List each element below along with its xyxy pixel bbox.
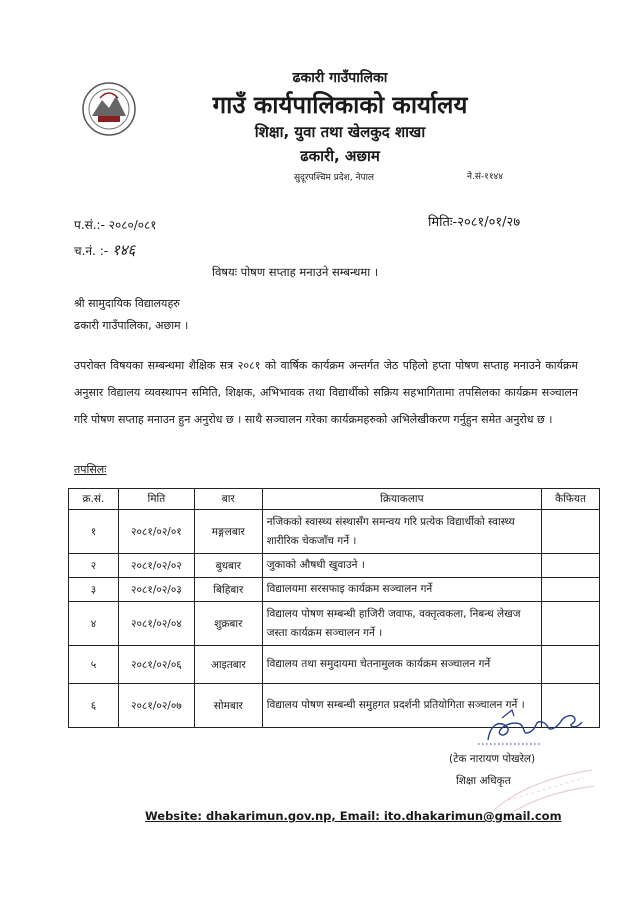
registration-number: ने.सं-११४४ bbox=[467, 172, 503, 182]
signer-name: (टेक नारायण पोखरेल) bbox=[449, 753, 536, 765]
addressee-line-2: ढकारी गाउँपालिका, अछाम । bbox=[74, 319, 189, 332]
cell-activity: विद्यालय पोषण सम्बन्धी हाजिरी जवाफ, वक्तृत्वकला, निबन्ध लेखज जस्ता कार्यक्रम सञ्चालन गर्ने । bbox=[262, 602, 541, 646]
cell-activity: विद्यालयमा सरसफाइ कार्यक्रम सञ्चालन गर्ने bbox=[262, 578, 541, 602]
header-sn: क्र.सं. bbox=[69, 489, 119, 510]
header-activity: क्रियाकलाप bbox=[262, 489, 541, 510]
header-remarks: कैफियत bbox=[542, 489, 600, 510]
cell-sn: ३ bbox=[69, 578, 119, 602]
cell-date: २०८१/०२/०६ bbox=[118, 646, 194, 684]
cell-remarks bbox=[542, 578, 600, 602]
table-row bbox=[69, 602, 600, 646]
cell-sn: २ bbox=[69, 554, 119, 578]
header-date: मिति bbox=[118, 489, 194, 510]
dispatch-number bbox=[74, 240, 135, 260]
header-day: बार bbox=[194, 489, 262, 510]
signature bbox=[476, 700, 586, 748]
cell-sn: १ bbox=[69, 510, 119, 554]
branch-name: शिक्षा, युवा तथा खेलकुद शाखा bbox=[254, 123, 426, 141]
cell-activity: नजिकको स्वास्थ्य संस्थासँग समन्वय गरि प्रत्येक विद्यार्थीको स्वास्थ्य शारीरिक चेकजाँच गर्ने । bbox=[262, 510, 541, 554]
office-location: ढकारी, अछाम bbox=[300, 147, 380, 165]
cell-remarks bbox=[542, 646, 600, 684]
office-name: गाउँ कार्यपालिकाको कार्यालय bbox=[212, 91, 468, 119]
schedule-table bbox=[68, 488, 600, 728]
details-label: तपसिलः bbox=[74, 463, 107, 476]
cell-day: बुधबार bbox=[194, 554, 262, 578]
reference-number: प.सं.:- २०८०/०८१ bbox=[74, 218, 157, 232]
cell-day: सोमबार bbox=[194, 684, 262, 728]
cell-sn: ६ bbox=[69, 684, 119, 728]
cell-sn: ४ bbox=[69, 602, 119, 646]
province-label: सुदूरपश्चिम प्रदेश, नेपाल bbox=[293, 173, 375, 183]
table-header-row bbox=[69, 489, 600, 510]
cell-date: २०८१/०२/०४ bbox=[118, 602, 194, 646]
letter-date: मितिः-२०८१/०१/२७ bbox=[428, 215, 521, 230]
dispatch-prefix: च.नं. :- bbox=[74, 244, 109, 258]
cell-day: आइतबार bbox=[194, 646, 262, 684]
letter-body: उपरोक्त विषयका सम्बन्धमा शैक्षिक सत्र २०८१ को वार्षिक कार्यक्रम अन्तर्गत जेठ पहिलो हप्ता पोषण सप्ताह मनाउने कार्यक्रम अनुसार विद्यालय व्यवस्थापन समिति, शिक्षक, अभिभावक तथा विद्यार्थीको सक्रिय सहभागितामा तपसिलका कार्यक्रम सञ्चालन गरि पोषण सप्ताह मनाउन हुन अनुरोध छ । साथै सञ्चालन गरेका कार्यक्रमहरुको अभिलेखीकरण गर्नुहुन समेत अनुरोध छ । bbox=[74, 359, 578, 426]
cell-day: मङ्गलबार bbox=[194, 510, 262, 554]
cell-date: २०८१/०२/०७ bbox=[118, 684, 194, 728]
cell-activity: विद्यालय तथा समुदायमा चेतनामुलक कार्यक्रम सञ्चालन गर्ने bbox=[262, 646, 541, 684]
dispatch-value: १४६ bbox=[111, 241, 136, 259]
cell-day: बिहिबार bbox=[194, 578, 262, 602]
cell-remarks bbox=[542, 554, 600, 578]
cell-sn: ५ bbox=[69, 646, 119, 684]
table-row bbox=[69, 646, 600, 684]
cell-remarks bbox=[542, 602, 600, 646]
cell-date: २०८१/०२/०२ bbox=[118, 554, 194, 578]
table-row bbox=[69, 578, 600, 602]
cell-remarks bbox=[542, 510, 600, 554]
municipality-name: ढकारी गाउँपालिका bbox=[292, 70, 388, 86]
cell-activity: जुकाको औषधी खुवाउने । bbox=[262, 554, 541, 578]
table-row bbox=[69, 554, 600, 578]
cell-date: २०८१/०२/०३ bbox=[118, 578, 194, 602]
cell-date: २०८१/०२/०१ bbox=[118, 510, 194, 554]
signer-title: शिक्षा अधिकृत bbox=[456, 775, 511, 787]
addressee-line-1: श्री सामुदायिक विद्यालयहरु bbox=[74, 297, 180, 310]
letter-subject: विषयः पोषण सप्ताह मनाउने सम्बन्धमा । bbox=[212, 265, 379, 279]
footer-contact: Website: dhakarimun.gov.np, Email: ito.dhakarimun@gmail.com bbox=[145, 809, 562, 823]
cell-activity: विद्यालय पोषण सम्बन्धी समुहगत प्रदर्शनी प्रतियोगिता सञ्चालन गर्ने । bbox=[262, 684, 541, 728]
cell-day: शुक्रबार bbox=[194, 602, 262, 646]
table-row bbox=[69, 510, 600, 554]
